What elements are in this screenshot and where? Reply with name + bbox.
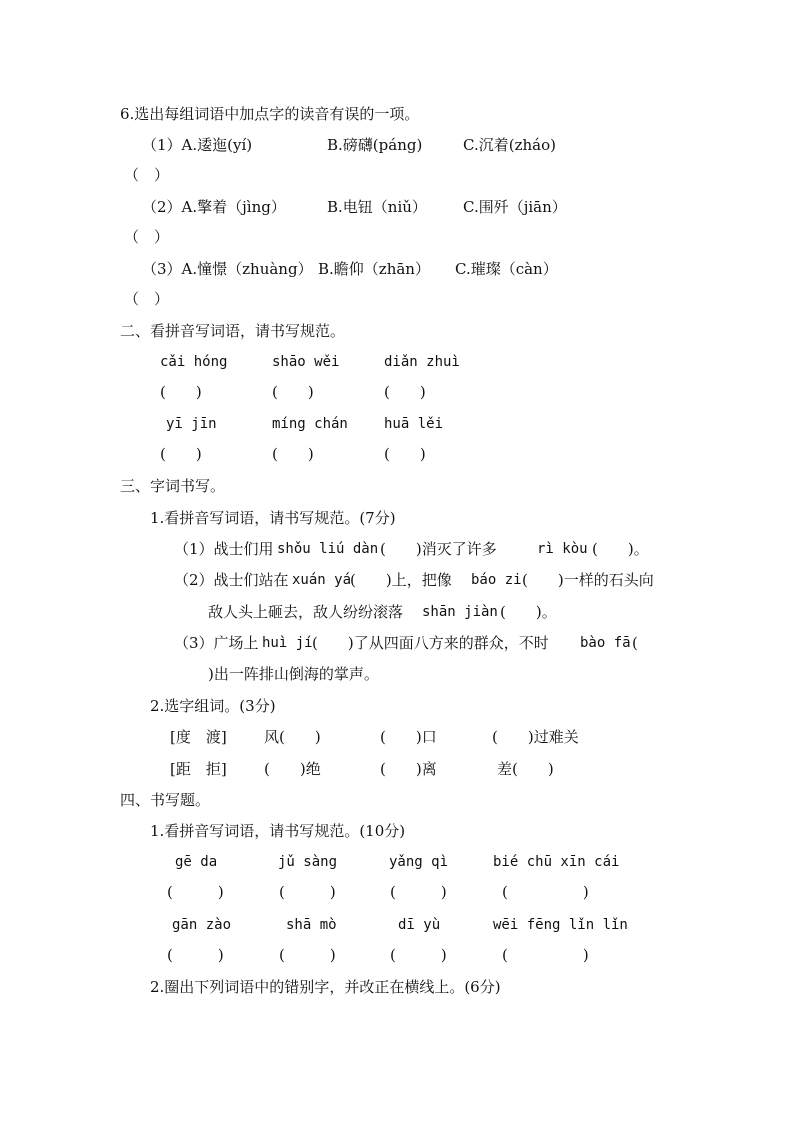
pinyin-item: míng chán <box>272 416 348 432</box>
word-blank[interactable]: 差( ) <box>497 760 554 778</box>
section-4-q1-title: 1.看拼音写词语，请书写规范。(10分) <box>150 822 406 840</box>
sentence-3-line-2: )出一阵排山倒海的掌声。 <box>208 665 379 683</box>
pinyin-item: dī yù <box>398 917 441 933</box>
section-3-q1-title: 1.看拼音写词语，请书写规范。(7分) <box>150 509 396 527</box>
word-blank[interactable]: ( )口 <box>380 728 437 746</box>
sentence-3-pinyin-2: bào fā <box>580 635 631 651</box>
answer-blank[interactable]: ( ) <box>167 883 224 901</box>
sentence-2-part-4[interactable]: ( )。 <box>500 603 557 621</box>
sentence-3-part-3[interactable]: ( <box>632 634 638 652</box>
q6-1-option-a: （1）A.逶迤(yí) <box>142 136 253 154</box>
answer-blank[interactable]: ( ) <box>502 883 589 901</box>
word-blank[interactable]: 风( ) <box>264 728 321 746</box>
sentence-3-part-1: （3）广场上 <box>174 634 259 652</box>
answer-blank[interactable]: ( ) <box>279 946 336 964</box>
sentence-3-pinyin-1: huì jí <box>262 635 313 651</box>
answer-blank[interactable]: ( ) <box>160 445 202 463</box>
answer-blank[interactable]: ( ) <box>390 883 447 901</box>
pinyin-item: shāo wěi <box>272 354 340 370</box>
sentence-2-line-2: 敌人头上砸去，敌人纷纷滚落 <box>208 603 404 621</box>
pinyin-item: cǎi hóng <box>160 354 228 370</box>
pinyin-item: huā lěi <box>384 416 444 432</box>
answer-blank[interactable]: ( ) <box>390 946 447 964</box>
answer-blank[interactable]: ( ) <box>384 445 426 463</box>
pinyin-item: gē da <box>175 854 218 870</box>
sentence-2-pinyin-1: xuán yá <box>292 572 352 588</box>
word-blank[interactable]: ( )过难关 <box>492 728 579 746</box>
pinyin-item: yī jīn <box>166 416 217 432</box>
sentence-1-part-3[interactable]: ( )。 <box>592 540 649 558</box>
sentence-1-part-1: （1）战士们用 <box>174 540 274 558</box>
answer-blank[interactable]: ( ) <box>272 383 314 401</box>
sentence-2-part-2[interactable]: ( )上，把像 <box>350 571 452 589</box>
q6-2-option-c: C.围歼（jiān） <box>463 198 567 216</box>
pinyin-item: wēi fēng lǐn lǐn <box>493 917 628 933</box>
q6-2-option-b: B.电钮（niǔ） <box>327 198 427 216</box>
q6-1-option-c: C.沉着(zháo) <box>463 136 556 154</box>
pinyin-item: diǎn zhuì <box>384 354 460 370</box>
q6-1-option-b: B.磅礴(páng) <box>327 136 423 154</box>
answer-blank[interactable]: ( ) <box>384 383 426 401</box>
q6-2-answer-blank[interactable]: （ ） <box>124 228 170 246</box>
section-3-title: 三、字词书写。 <box>120 477 226 495</box>
answer-blank[interactable]: ( ) <box>502 946 589 964</box>
sentence-2-part-3[interactable]: ( )一样的石头向 <box>522 571 654 589</box>
answer-blank[interactable]: ( ) <box>167 946 224 964</box>
sentence-2-pinyin-2: báo zi <box>471 572 522 588</box>
sentence-1-pinyin-1: shǒu liú dàn <box>277 541 379 557</box>
q6-title: 6.选出每组词语中加点字的读音有误的一项。 <box>120 105 420 123</box>
pinyin-item: gān zào <box>172 917 232 933</box>
answer-blank[interactable]: ( ) <box>160 383 202 401</box>
pinyin-item: bié chū xīn cái <box>493 854 620 870</box>
sentence-2-part-1: （2）战士们站在 <box>174 571 289 589</box>
word-blank[interactable]: ( )离 <box>380 760 437 778</box>
section-4-title: 四、书写题。 <box>120 791 211 809</box>
sentence-2-pinyin-3: shān jiàn <box>422 604 498 620</box>
char-options-1: [度 渡] <box>170 728 227 746</box>
q6-1-answer-blank[interactable]: （ ） <box>124 166 170 184</box>
pinyin-item: yǎng qì <box>389 854 449 870</box>
q6-3-option-a: （3）A.憧憬（zhuàng） <box>142 260 313 278</box>
answer-blank[interactable]: ( ) <box>279 883 336 901</box>
sentence-3-part-2[interactable]: ( )了从四面八方来的群众，不时 <box>312 634 549 652</box>
section-3-q2-title: 2.选字组词。(3分) <box>150 697 276 715</box>
q6-3-answer-blank[interactable]: （ ） <box>124 290 170 308</box>
char-options-2: [距 拒] <box>170 760 227 778</box>
pinyin-item: shā mò <box>286 917 337 933</box>
section-4-q2-title: 2.圈出下列词语中的错别字，并改正在横线上。(6分) <box>150 978 501 996</box>
q6-3-option-c: C.璀璨（càn） <box>455 260 558 278</box>
q6-2-option-a: （2）A.擎着（jìng） <box>142 198 286 216</box>
q6-3-option-b: B.瞻仰（zhān） <box>318 260 430 278</box>
pinyin-item: jǔ sàng <box>278 854 338 870</box>
sentence-1-pinyin-2: rì kòu <box>537 541 588 557</box>
answer-blank[interactable]: ( ) <box>272 445 314 463</box>
section-2-title: 二、看拼音写词语，请书写规范。 <box>120 322 346 340</box>
word-blank[interactable]: ( )绝 <box>264 760 321 778</box>
sentence-1-part-2[interactable]: ( )消灭了许多 <box>380 540 497 558</box>
